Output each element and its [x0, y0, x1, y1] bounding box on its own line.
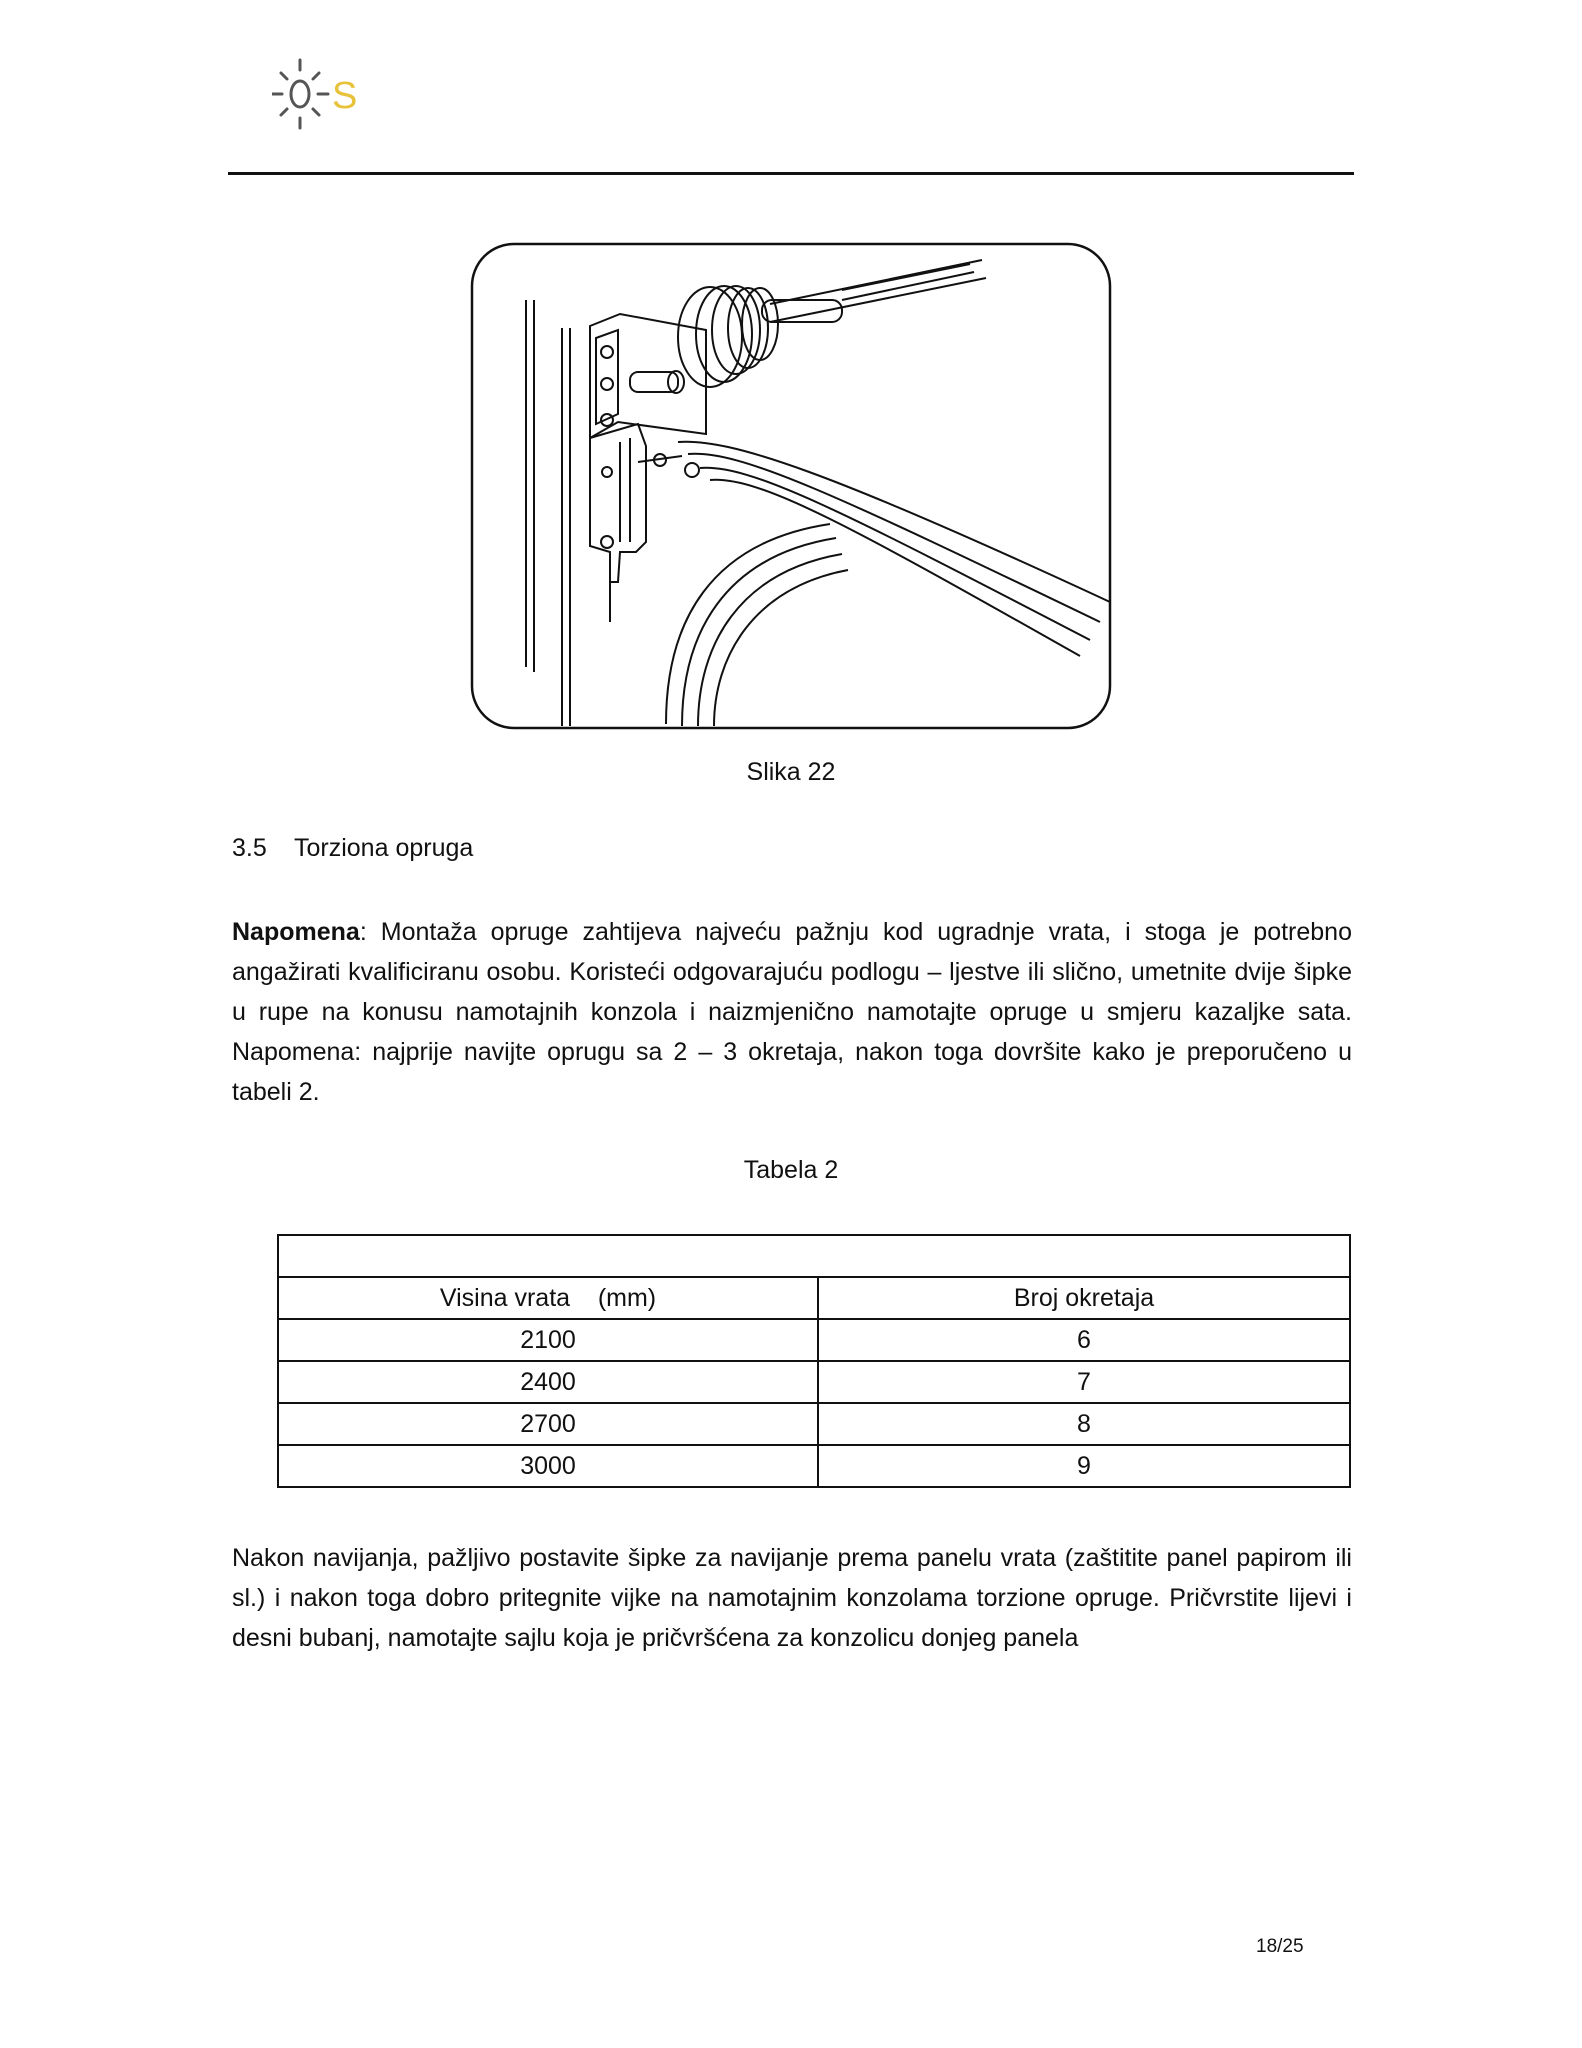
note-text: : Montaža opruge zahtijeva najveću pažnju kod ugradnje vrata, i stoga je potrebno angažirati kvalificiranu osobu. Koristeći odgovarajuću podlogu – ljestve ili slično, umetnite dvije šipke u rupe na konusu namotajnih konzola i naizmjenično namotajte opruge u smjeru kazaljke sata. Napomena: najprije navijte oprugu sa 2 – 3 okretaja, nakon toga dovršite kako je preporučeno u tabeli 2. — [232, 918, 1352, 1106]
company-logo — [272, 54, 372, 134]
table-blank-row — [278, 1235, 1350, 1277]
page-number: 18/25 — [1256, 1936, 1304, 1957]
cell-height: 2400 — [278, 1361, 818, 1403]
section-heading — [232, 834, 473, 863]
cell-height: 3000 — [278, 1445, 818, 1487]
closing-paragraph: Nakon navijanja, pažljivo postavite šipke za navijanje prema panelu vrata (zaštitite panel papirom ili sl.) i nakon toga dobro pritegnite vijke na namotajnim konzolama torzione opruge. Pričvrstite lijevi i desni bubanj, namotajte sajlu koja je pričvršćena za konzolicu donjeg panela — [232, 1544, 1352, 1652]
table-row — [278, 1361, 1350, 1403]
header-rule — [228, 172, 1354, 175]
logo-letter: S — [332, 75, 358, 117]
section-number: 3.5 — [232, 834, 267, 862]
cell-height: 2100 — [278, 1319, 818, 1361]
cell-turns: 7 — [818, 1361, 1350, 1403]
spring-assembly-illustration — [470, 242, 1112, 730]
table-header-row — [278, 1277, 1350, 1319]
cell-height: 2700 — [278, 1403, 818, 1445]
table-row — [278, 1445, 1350, 1487]
note-label: Napomena — [232, 918, 360, 946]
header-door-height: Visina vrata (mm) — [278, 1277, 818, 1319]
table-row — [278, 1403, 1350, 1445]
figure-caption: Slika 22 — [746, 758, 836, 786]
note-paragraph — [232, 912, 1352, 1112]
sun-logo-icon — [272, 54, 372, 134]
cell-turns: 9 — [818, 1445, 1350, 1487]
table-caption: Tabela 2 — [743, 1156, 839, 1184]
cell-turns: 6 — [818, 1319, 1350, 1361]
cell-turns: 8 — [818, 1403, 1350, 1445]
section-title: Torziona opruga — [294, 834, 474, 862]
table-row — [278, 1319, 1350, 1361]
header-turns: Broj okretaja — [818, 1277, 1350, 1319]
turns-table — [277, 1234, 1351, 1488]
